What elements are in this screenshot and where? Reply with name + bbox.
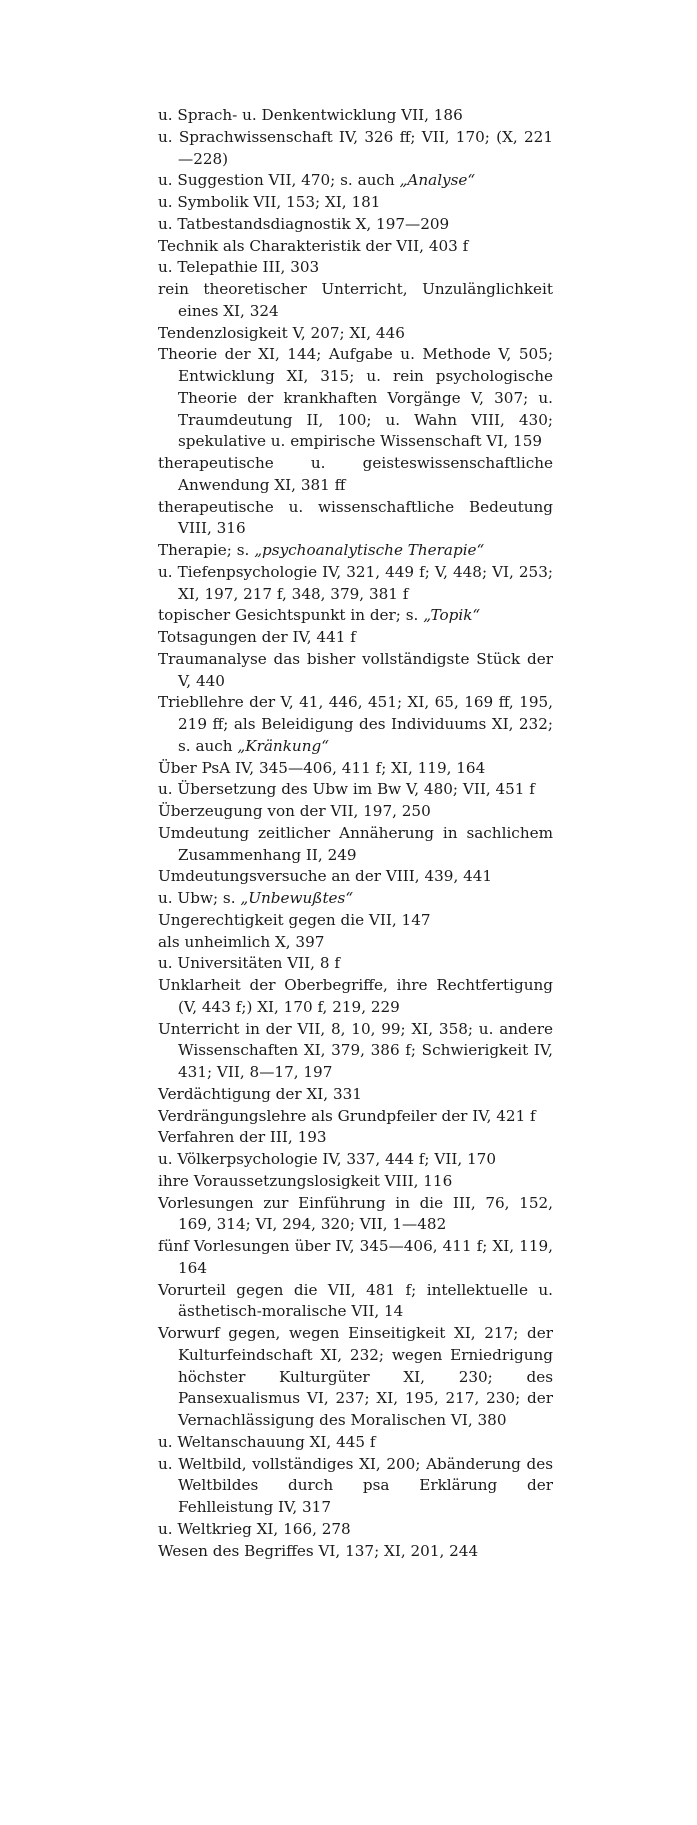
cross-reference: „psychoanalytische Therapie“ bbox=[254, 541, 485, 559]
entry-text: Wesen des Begriffes VI, 137; XI, 201, 244 bbox=[158, 1541, 479, 1560]
index-column bbox=[158, 105, 553, 1562]
index-entry bbox=[158, 866, 553, 888]
entry-text: u. Übersetzung des Ubw im Bw V, 480; VII, 451 f bbox=[158, 780, 535, 799]
entry-text: fünf Vorlesungen über IV, 345—406, 411 f; XI, 119, 164 bbox=[158, 1237, 553, 1277]
entry-text: Unterricht in der VII, 8, 10, 99; XI, 358; u. andere Wissenschaften XI, 379, 386 f; Schwierigkeit IV, 431; VII, 8—17, 197 bbox=[158, 1019, 553, 1081]
index-entry bbox=[158, 888, 553, 910]
index-entry bbox=[158, 214, 553, 236]
entry-text: u. Weltbild, vollständiges XI, 200; Abänderung des Weltbildes durch psa Erklärung der Fehlleistung IV, 317 bbox=[158, 1454, 553, 1516]
entry-text: Vorlesungen zur Einführung in die III, 76, 152, 169, 314; VI, 294, 320; VII, 1—482 bbox=[158, 1193, 553, 1234]
entry-text: u. Symbolik VII, 153; XI, 181 bbox=[158, 193, 381, 211]
index-entry bbox=[158, 453, 553, 497]
entry-text: topischer Gesichtspunkt in der; s. bbox=[158, 606, 424, 625]
entry-text: Theorie der XI, 144; Aufgabe u. Methode V, 505; Entwicklung XI, 315; u. rein psychologische Theorie der krankhaften Vorgänge V, 307; u. Traumdeutung II, 100; u. Wahn VIII, 430; spekulative u. empirische Wissenschaft VI, 159 bbox=[158, 345, 553, 451]
entry-text: Überzeugung von der VII, 197, 250 bbox=[158, 802, 431, 820]
entry-text: Umdeutungsversuche an der VIII, 439, 441 bbox=[158, 867, 493, 886]
entry-text: Über PsA IV, 345—406, 411 f; XI, 119, 164 bbox=[158, 758, 486, 777]
entry-text: Verdrängungslehre als Grundpfeiler der IV, 421 f bbox=[158, 1106, 536, 1125]
index-entry bbox=[158, 127, 553, 171]
entry-text: u. Weltkrieg XI, 166, 278 bbox=[158, 1519, 351, 1538]
index-entry bbox=[158, 1519, 553, 1541]
index-entry bbox=[158, 1236, 553, 1280]
index-entry bbox=[158, 823, 553, 867]
cross-reference: „Topik“ bbox=[423, 606, 481, 625]
index-entry bbox=[158, 779, 553, 801]
entry-text: rein theoretischer Unterricht, Unzulänglichkeit eines XI, 324 bbox=[158, 280, 553, 320]
cross-reference: „Unbewußtes“ bbox=[240, 889, 354, 907]
index-entry bbox=[158, 692, 553, 757]
index-entry bbox=[158, 605, 553, 627]
index-entry bbox=[158, 1541, 553, 1563]
index-entry bbox=[158, 540, 553, 562]
entry-text: u. Völkerpsychologie IV, 337, 444 f; VII, 170 bbox=[158, 1150, 496, 1168]
index-entry bbox=[158, 953, 553, 975]
entry-text: Traumanalyse das bisher vollständigste Stück der V, 440 bbox=[158, 649, 553, 690]
entry-text: Umdeutung zeitlicher Annäherung in sachlichem Zusammenhang II, 249 bbox=[158, 823, 553, 864]
index-entry bbox=[158, 562, 553, 606]
entry-text: u. Universitäten VII, 8 f bbox=[158, 954, 340, 973]
entry-text: Verfahren der III, 193 bbox=[158, 1128, 327, 1147]
entry-text: Tendenzlosigkeit V, 207; XI, 446 bbox=[158, 323, 405, 342]
entry-text: therapeutische u. geisteswissenschaftliche Anwendung XI, 381 ff bbox=[158, 454, 553, 494]
index-entry bbox=[158, 497, 553, 541]
index-entry bbox=[158, 801, 553, 823]
index-entry bbox=[158, 1454, 553, 1519]
entry-text: Verdächtigung der XI, 331 bbox=[158, 1084, 362, 1103]
entry-text: u. Tiefenpsychologie IV, 321, 449 f; V, 448; VI, 253; XI, 197, 217 f, 348, 379, 381 f bbox=[158, 562, 553, 603]
index-entry bbox=[158, 975, 553, 1019]
index-entry bbox=[158, 649, 553, 693]
entry-text: Unklarheit der Oberbegriffe, ihre Rechtfertigung (V, 443 f;) XI, 170 f, 219, 229 bbox=[158, 976, 553, 1016]
index-entry bbox=[158, 1084, 553, 1106]
entry-text: Vorwurf gegen, wegen Einseitigkeit XI, 217; der Kulturfeindschaft XI, 232; wegen Erniedrigung höchster Kulturgüter XI, 230; des Pansexualismus VI, 237; XI, 195, 217, 230; der Vernachlässigung des Moralischen VI, 380 bbox=[158, 1324, 553, 1429]
entry-text: u. Suggestion VII, 470; s. auch bbox=[158, 171, 400, 190]
index-entry bbox=[158, 1106, 553, 1128]
index-entry bbox=[158, 627, 553, 649]
index-entry bbox=[158, 932, 553, 954]
entry-text: Therapie; s. bbox=[158, 541, 255, 559]
index-entry bbox=[158, 1019, 553, 1084]
index-entry bbox=[158, 279, 553, 323]
entry-text: ihre Voraussetzungslosigkeit VIII, 116 bbox=[158, 1171, 453, 1190]
entry-text: u. Ubw; s. bbox=[158, 889, 241, 907]
index-entry bbox=[158, 236, 553, 258]
entry-text: u. Sprach- u. Denkentwicklung VII, 186 bbox=[158, 106, 463, 124]
entry-text: Ungerechtigkeit gegen die VII, 147 bbox=[158, 910, 431, 929]
entry-text: therapeutische u. wissenschaftliche Bedeutung VIII, 316 bbox=[158, 497, 553, 538]
index-entry bbox=[158, 323, 553, 345]
index-entry bbox=[158, 344, 553, 453]
index-entry bbox=[158, 257, 553, 279]
entry-text: als unheimlich X, 397 bbox=[158, 932, 325, 951]
entry-text: u. Sprachwissenschaft IV, 326 ff; VII, 170; (X, 221—228) bbox=[158, 127, 553, 168]
index-entry bbox=[158, 1171, 553, 1193]
index-entry bbox=[158, 1280, 553, 1324]
index-entry bbox=[158, 1193, 553, 1237]
index-entry bbox=[158, 1149, 553, 1171]
index-entry bbox=[158, 105, 553, 127]
cross-reference: „Kränkung“ bbox=[237, 736, 329, 755]
index-entry bbox=[158, 758, 553, 780]
entry-text: u. Telepathie III, 303 bbox=[158, 258, 320, 277]
index-entry bbox=[158, 1127, 553, 1149]
entry-text: Totsagungen der IV, 441 f bbox=[158, 628, 356, 646]
entry-text: u. Tatbestandsdiagnostik X, 197—209 bbox=[158, 214, 450, 233]
index-entry bbox=[158, 192, 553, 214]
entry-text: Vorurteil gegen die VII, 481 f; intellektuelle u. ästhetisch-moralische VII, 14 bbox=[158, 1280, 553, 1321]
entry-text: u. Weltanschauung XI, 445 f bbox=[158, 1432, 376, 1451]
index-entry bbox=[158, 170, 553, 192]
cross-reference: „Analyse“ bbox=[399, 171, 476, 190]
index-entry bbox=[158, 910, 553, 932]
entry-text: Triebllehre der V, 41, 446, 451; XI, 65, 169 ff, 195, 219 ff; als Beleidigung des Individuums XI, 232; s. auch bbox=[158, 693, 553, 755]
entry-text: Technik als Charakteristik der VII, 403 f bbox=[158, 236, 469, 255]
index-entry bbox=[158, 1323, 553, 1432]
index-entry bbox=[158, 1432, 553, 1454]
